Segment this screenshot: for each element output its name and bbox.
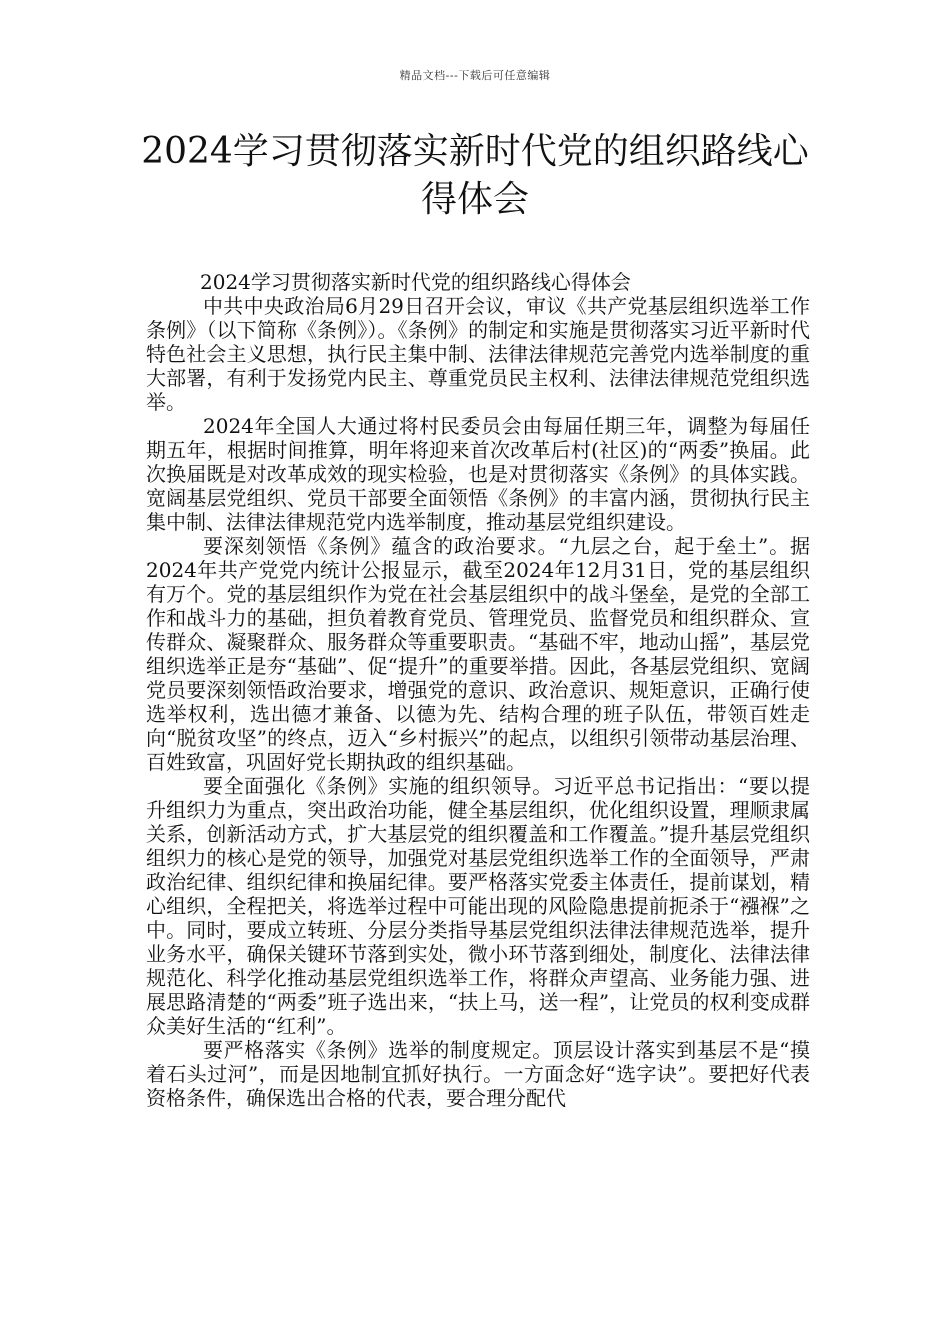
paragraph-1: 中共中央政治局6月29日召开会议，审议《共产党基层组织选举工作条例》（以下简称《条例》）。《条例》的制定和实施是贯彻落实习近平新时代特色社会主义思想，执行民主集中制、法律法律规范完善党内选举制度的重大部署，有利于发扬党内民主、尊重党员民主权利、法律法律规范党组织选举。 [146, 294, 810, 414]
paragraph-4: 要全面强化《条例》实施的组织领导。习近平总书记指出：“要以提升组织力为重点，突出政治功能，健全基层组织，优化组织设置，理顺隶属关系，创新活动方式，扩大基层党的组织覆盖和工作覆盖。”提升基层党组织组织力的核心是党的领导，加强党对基层党组织选举工作的全面领导，严肃政治纪律、组织纪律和换届纪律。要严格落实党委主体责任，提前谋划，精心组织，全程把关，将选举过程中可能出现的风险隐患提前扼杀于“襁褓”之中。同时，要成立转班、分层分类指导基层党组织法律法律规范选举，提升业务水平，确保关键环节落到实处，微小环节落到细处，制度化、法律法律规范化、科学化推动基层党组织选举工作，将群众声望高、业务能力强、进展思路清楚的“两委”班子选出来，“扶上马，送一程”，让党员的权利变成群众美好生活的“红利”。 [146, 774, 810, 1038]
header-note: 精品文档---下载后可任意编辑 [399, 69, 551, 82]
document-title: 2024学习贯彻落实新时代党的组织路线心得体会 [141, 131, 809, 220]
document-body [146, 270, 810, 1110]
document-subtitle: 2024学习贯彻落实新时代党的组织路线心得体会 [200, 270, 631, 294]
paragraph-5: 要严格落实《条例》选举的制度规定。顶层设计落实到基层不是“摸着石头过河”，而是因地制宜抓好执行。一方面念好“选字诀”。要把好代表资格条件，确保选出合格的代表，要合理分配代 [146, 1038, 810, 1110]
paragraph-3: 要深刻领悟《条例》蕴含的政治要求。“九层之台，起于垒土”。据2024年共产党党内统计公报显示，截至2024年12月31日，党的基层组织有万个。党的基层组织作为党在社会基层组织中的战斗堡垒，是党的全部工作和战斗力的基础，担负着教育党员、管理党员、监督党员和组织群众、宣传群众、凝聚群众、服务群众等重要职责。“基础不牢，地动山摇”，基层党组织选举正是夯“基础”、促“提升”的重要举措。因此，各基层党组织、宽阔党员要深刻领悟政治要求，增强党的意识、政治意识、规矩意识，正确行使选举权利，选出德才兼备、以德为先、结构合理的班子队伍，带领百姓走向“脱贫攻坚”的终点，迈入“乡村振兴”的起点，以组织引领带动基层治理、百姓致富，巩固好党长期执政的组织基础。 [146, 534, 810, 774]
paragraph-2: 2024年全国人大通过将村民委员会由每届任期三年，调整为每届任期五年，根据时间推算，明年将迎来首次改革后村(社区)的“两委”换届。此次换届既是对改革成效的现实检验，也是对贯彻落实《条例》的具体实践。宽阔基层党组织、党员干部要全面领悟《条例》的丰富内涵，贯彻执行民主集中制、法律法律规范党内选举制度，推动基层党组织建设。 [146, 414, 810, 534]
